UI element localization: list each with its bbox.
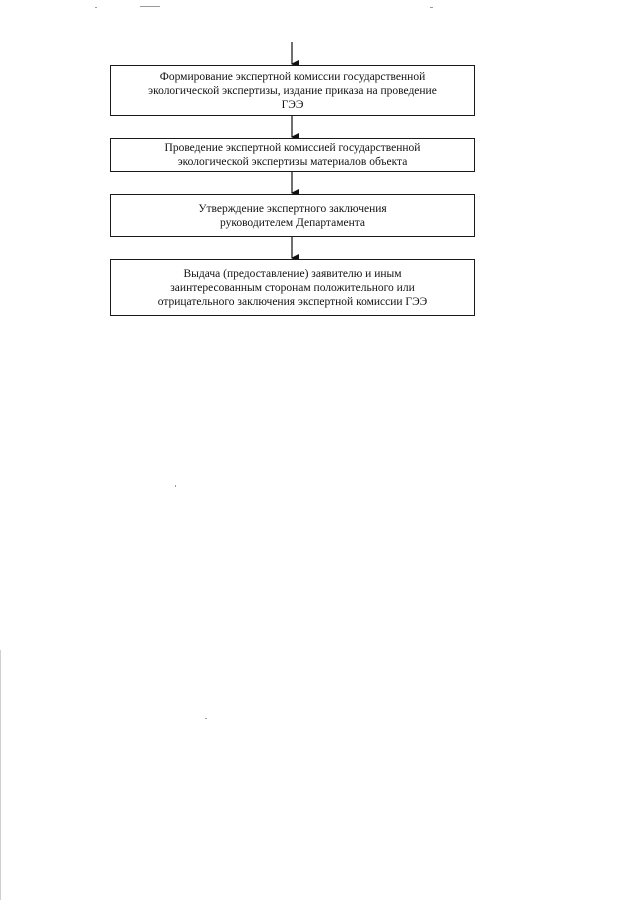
step-text-line: экологической экспертизы, издание приказа на проведение <box>148 84 437 97</box>
step-text-line: Утверждение экспертного заключения <box>198 202 387 215</box>
flow-step-approve-conclusion <box>110 194 475 237</box>
scan-artifact <box>95 7 97 8</box>
flow-step-issue-conclusion <box>110 259 475 316</box>
flow-step-conduct-expertise <box>110 138 475 172</box>
scan-artifact <box>140 6 160 7</box>
scan-artifact <box>175 485 176 487</box>
step-text-line: заинтересованным сторонам положительного или <box>170 281 415 294</box>
step-text-line: руководителем Департамента <box>219 216 366 229</box>
scan-artifact <box>205 718 207 719</box>
step-text-line: отрицательного заключения экспертной комиссии ГЭЭ <box>157 295 428 308</box>
flow-step-form-commission <box>110 65 475 116</box>
step-text-line: экологической экспертизы материалов объекта <box>177 156 408 168</box>
step-text-line: Выдача (предоставление) заявителю и иным <box>183 267 402 280</box>
step-text-line: ГЭЭ <box>281 98 304 111</box>
step-text-line: Формирование экспертной комиссии государственной <box>159 70 426 83</box>
scan-edge-line <box>0 650 1 900</box>
step-text-line: Проведение экспертной комиссией государственной <box>164 142 421 154</box>
scan-artifact <box>430 7 433 8</box>
